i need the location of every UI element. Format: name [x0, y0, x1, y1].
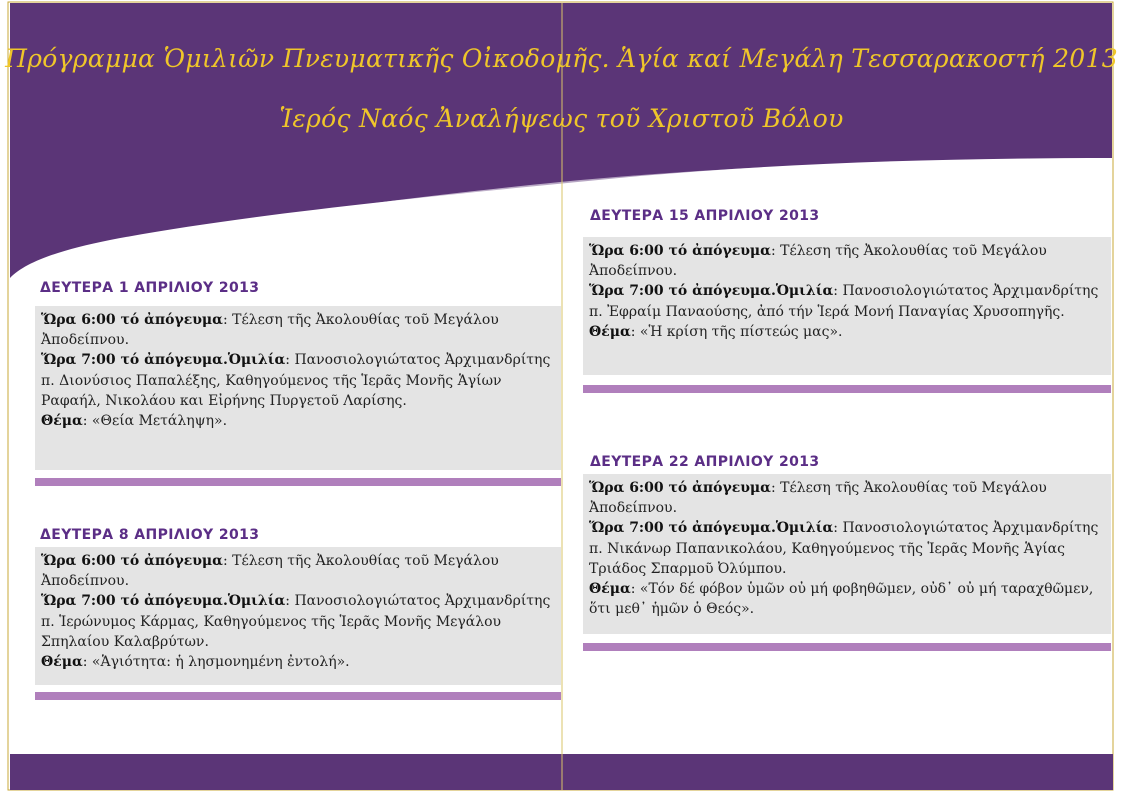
title-line-1: Πρόγραμμα Ὁμιλιῶν Πνευματικῆς Οἰκοδομῆς. Ἁγία καί Μεγάλη Τεσσαρακοστή 2013: [5, 44, 1118, 73]
session-3-time2-text: : Πανοσιολογιώτατος Ἀρχιμανδρίτης π. Ἐφραίμ Παναούσης, ἀπό τήν Ἱερά Μονή Παναγίας Χρυσοπηγῆς.: [589, 283, 1099, 320]
session-1-time2-text: : Πανοσιολογιώτατος Ἀρχιμανδρίτης π. Διονύσιος Παπαλέξης, Καθηγούμενος τῆς Ἱερᾶς Μονῆς Ἁγίων Ραφαήλ, Νικολάου και Εἰρήνης Πυργετοῦ Λαρίσης.: [41, 352, 551, 409]
session-2-time2-text: : Πανοσιολογιώτατος Ἀρχιμανδρίτης π. Ἱερώνυμος Κάρμας, Καθηγούμενος τῆς Ἱερᾶς Μονῆς Μεγάλου Σπηλαίου Καλαβρύτων.: [41, 593, 551, 650]
session-1-time1-label: Ὥρα 6:00 τό ἀπόγευμα: [41, 312, 223, 328]
session-4-time1-text: : Τέλεση τῆς Ἀκολουθίας τοῦ Μεγάλου Ἀποδείπνου.: [589, 480, 1047, 517]
session-2-box: [35, 547, 561, 685]
session-4-talk-label: Ὁμιλία: [775, 520, 834, 537]
session-3-box: [583, 237, 1111, 375]
session-4-time2-text: : Πανοσιολογιώτατος Ἀρχιμανδρίτης π. Νικάνωρ Παπανικολάου, Καθηγούμενος τῆς Ἱερᾶς Μονῆς Ἁγίας Τριάδος Σπαρμοῦ Ὀλύμπου.: [589, 520, 1099, 577]
session-4-date: ΔΕΥΤΕΡΑ 22 ΑΠΡΙΛΙΟΥ 2013: [590, 454, 820, 470]
session-1-time1-text: : Τέλεση τῆς Ἀκολουθίας τοῦ Μεγάλου Ἀποδείπνου.: [41, 312, 499, 349]
session-3-strip: [583, 385, 1111, 393]
session-2-time1-label: Ὥρα 6:00 τό ἀπόγευμα: [41, 553, 223, 569]
session-2-strip: [35, 692, 561, 700]
session-2-time1-text: : Τέλεση τῆς Ἀκολουθίας τοῦ Μεγάλου Ἀποδείπνου.: [41, 553, 499, 590]
session-3-theme-label: Θέμα: [589, 323, 631, 340]
title-line-2: Ἱερός Ναός Ἀναλήψεως τοῦ Χριστοῦ Βόλου: [279, 104, 844, 133]
session-2-theme-label: Θέμα: [41, 654, 83, 671]
session-2-time2-label: Ὥρα 7:00 τό ἀπόγευμα.: [41, 593, 228, 610]
session-4-theme-label: Θέμα: [589, 581, 631, 598]
session-1-talk-label: Ὁμιλία: [227, 352, 286, 369]
session-1-time2-label: Ὥρα 7:00 τό ἀπόγευμα.: [41, 352, 228, 369]
session-1-date: ΔΕΥΤΕΡΑ 1 ΑΠΡΙΛΙΟΥ 2013: [40, 280, 260, 296]
session-3-theme-text: : «Ἡ κρίση τῆς πίστεώς μας».: [630, 323, 843, 340]
session-4-theme-text: : «Τόν δέ φόβον ὑμῶν οὐ μή φοβηθῶμεν, οὐδ᾽ οὐ μή ταραχθῶμεν, ὅτι μεθ᾽ ἡμῶν ὁ Θεός».: [589, 581, 1094, 618]
session-1-theme-text: : «Θεία Μετάληψη».: [82, 413, 228, 430]
session-1-theme-label: Θέμα: [41, 413, 83, 430]
session-2-theme-text: : «Ἁγιότητα: ἡ λησμονημένη ἐντολή».: [82, 654, 350, 671]
session-1-strip: [35, 478, 561, 486]
session-4-time2-label: Ὥρα 7:00 τό ἀπόγευμα.: [589, 520, 776, 537]
session-1-box: [35, 306, 561, 470]
session-3-talk-label: Ὁμιλία: [775, 283, 834, 300]
session-3-time1-text: : Τέλεση τῆς Ἀκολουθίας τοῦ Μεγάλου Ἀποδείπνου.: [589, 243, 1047, 280]
session-4-time1-label: Ὥρα 6:00 τό ἀπόγευμα: [589, 480, 771, 496]
session-3-time2-label: Ὥρα 7:00 τό ἀπόγευμα.: [589, 283, 776, 300]
session-3-date: ΔΕΥΤΕΡΑ 15 ΑΠΡΙΛΙΟΥ 2013: [590, 208, 820, 224]
session-3-time1-label: Ὥρα 6:00 τό ἀπόγευμα: [589, 243, 771, 259]
session-4-strip: [583, 643, 1111, 651]
session-2-talk-label: Ὁμιλία: [227, 593, 286, 610]
session-4-box: [583, 474, 1111, 634]
session-2-date: ΔΕΥΤΕΡΑ 8 ΑΠΡΙΛΙΟΥ 2013: [40, 527, 260, 543]
